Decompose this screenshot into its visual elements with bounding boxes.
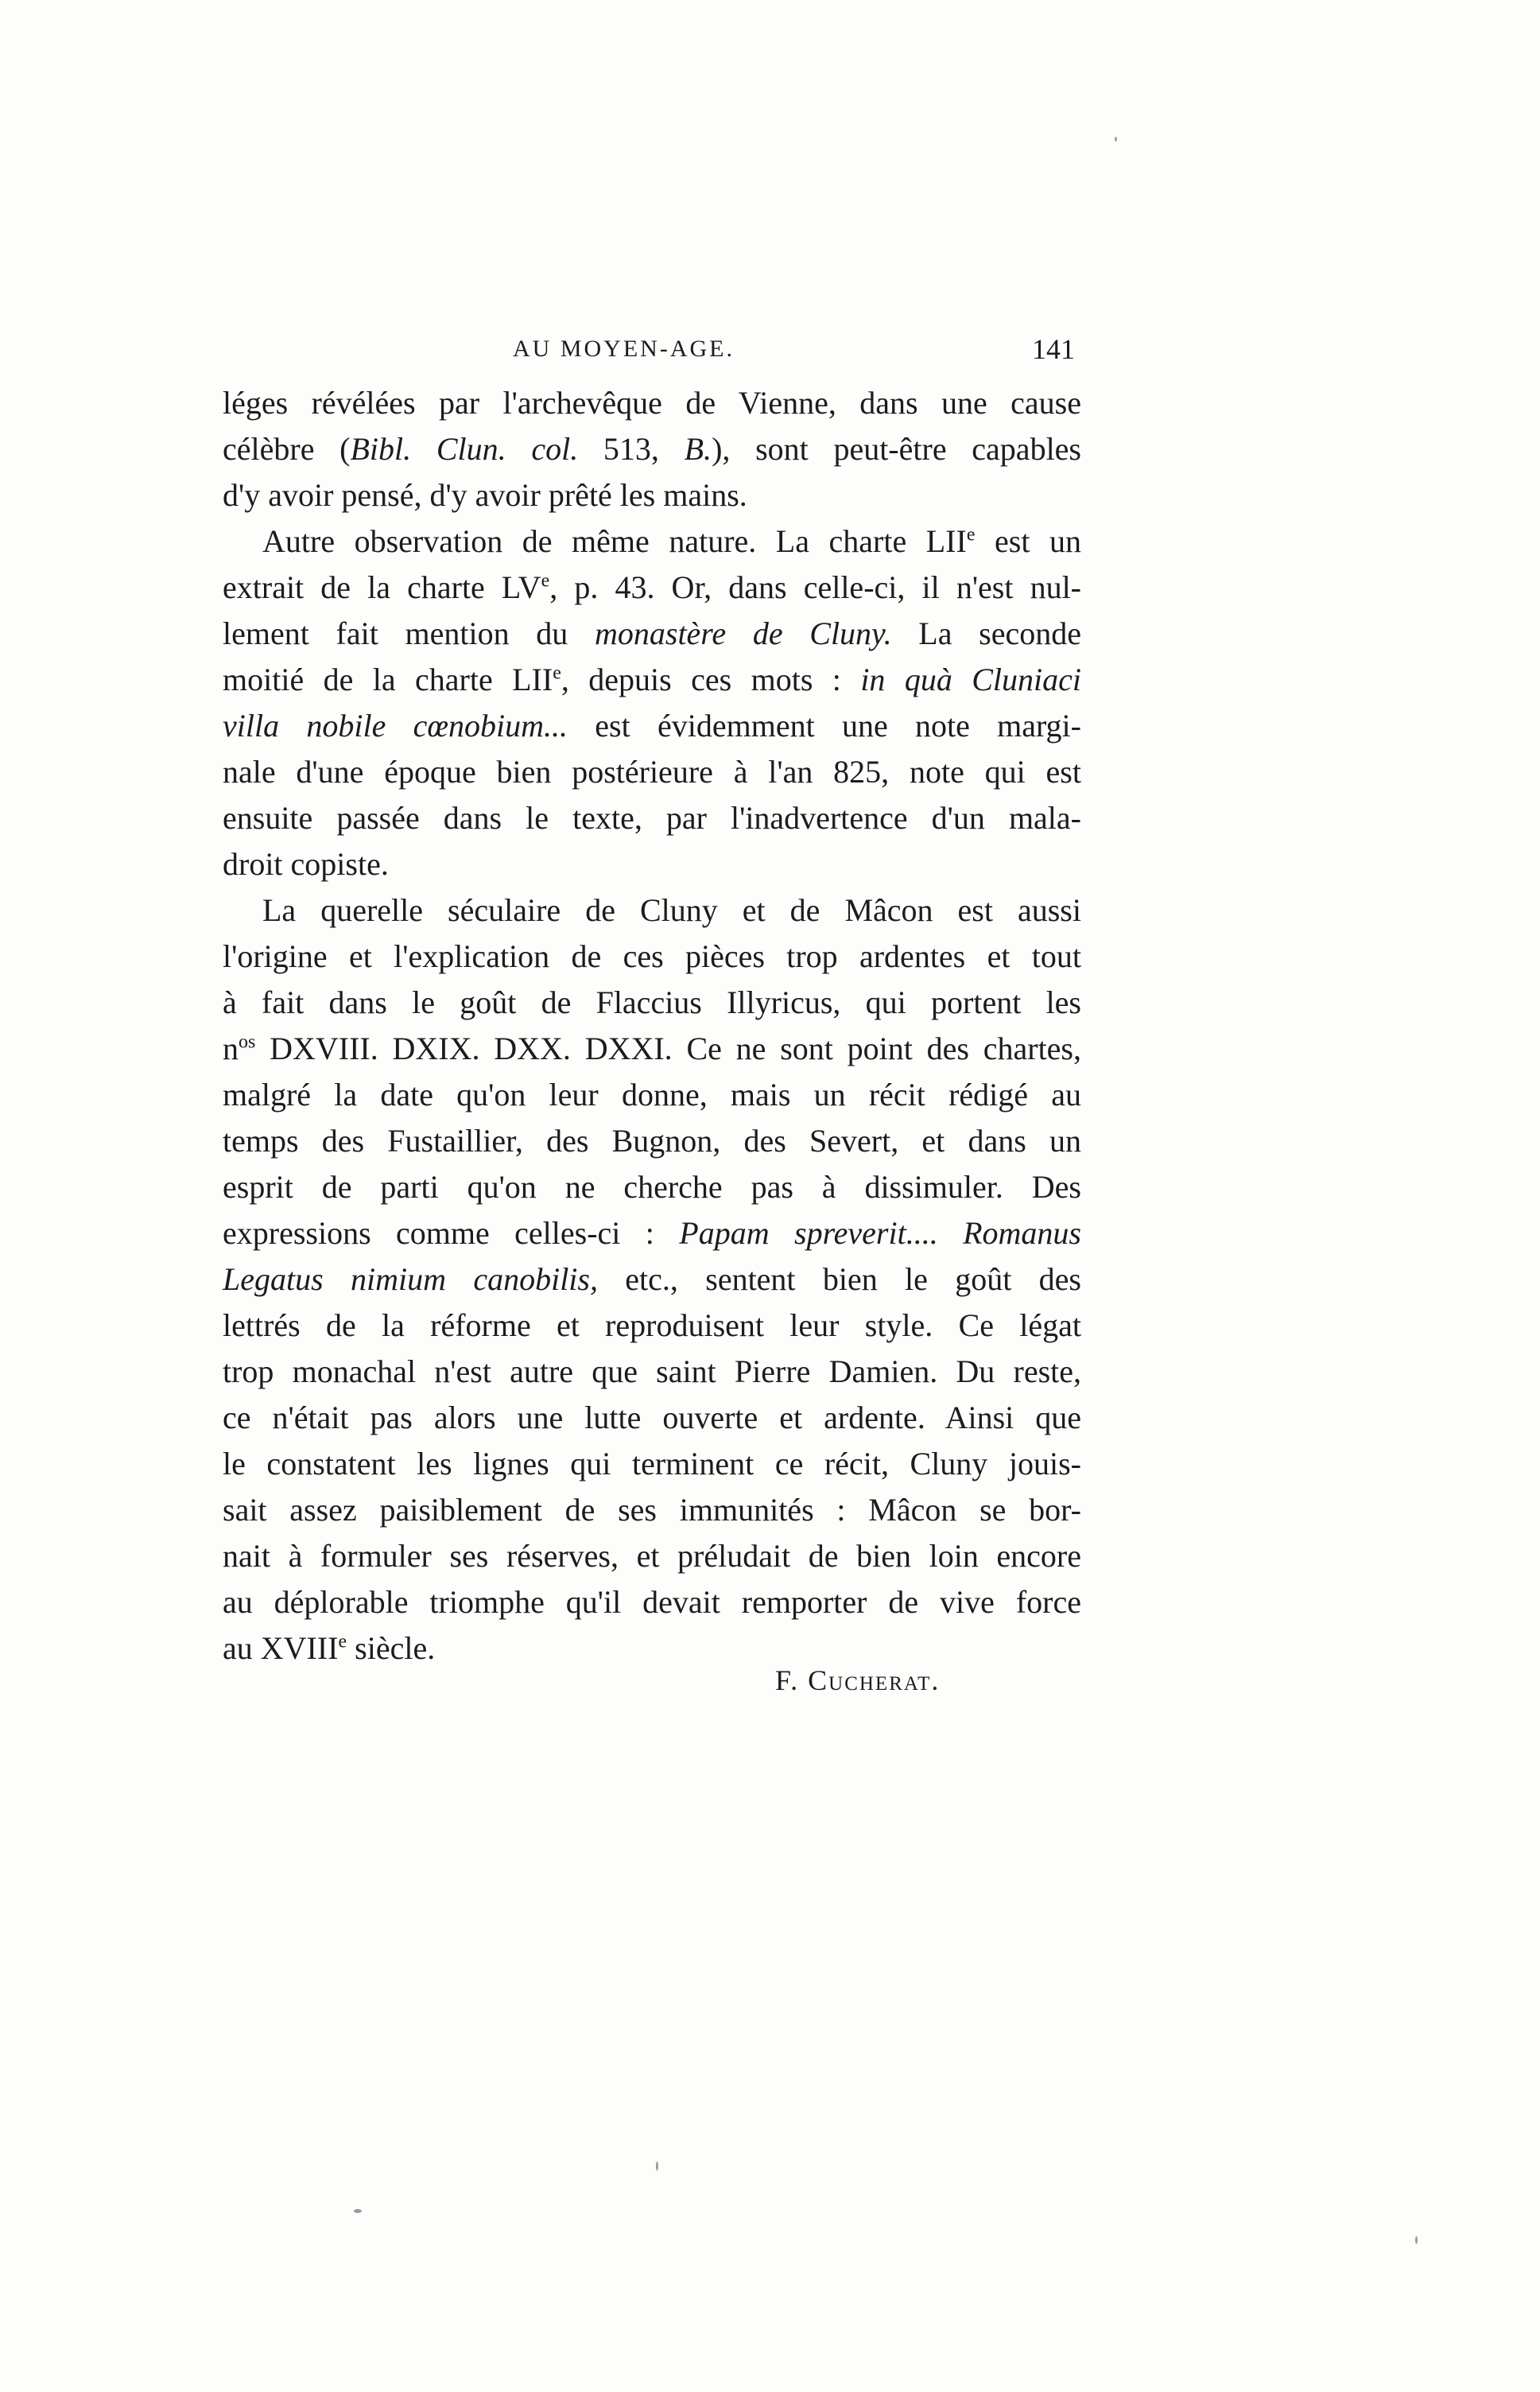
text-line: malgré la date qu'on leur donne, mais un récit rédigé au <box>223 1077 1081 1113</box>
author-signature: F. Cucherat. <box>775 1664 941 1696</box>
text-line: nale d'une époque bien postérieure à l'an 825, note qui est <box>223 754 1081 790</box>
scan-speck <box>1115 137 1117 142</box>
text-line: temps des Fustaillier, des Bugnon, des Severt, et dans un <box>223 1123 1081 1159</box>
running-title: AU MOYEN-AGE. <box>513 336 735 362</box>
scan-speck <box>354 2209 362 2213</box>
page-number: 141 <box>1032 333 1075 365</box>
text-line: nait à formuler ses réserves, et préludait de bien loin encore <box>223 1538 1081 1574</box>
text-line: extrait de la charte LVe, p. 43. Or, dans celle-ci, il n'est nul- <box>223 569 1082 605</box>
body-text <box>223 380 1081 1672</box>
text-line: Autre observation de même nature. La charte LIIe est un <box>262 523 1081 559</box>
text-line: $n^{os}$ DXVIII. DXIX. DXX. DXXI. Ce ne sont point des chartes, <box>223 1031 1081 1066</box>
scan-speck <box>1415 2236 1418 2244</box>
text-line: léges révélées par l'archevêque de Vienne, dans une cause <box>223 385 1081 421</box>
text-line: lement fait mention du monastère de Cluny. La seconde <box>223 615 1081 651</box>
text-line: moitié de la charte LIIe, depuis ces mots : in quà Cluniaci <box>223 662 1082 697</box>
text-line: La querelle séculaire de Cluny et de Mâcon est aussi <box>262 892 1081 928</box>
text-line: à fait dans le goût de Flaccius Illyricus, qui portent les <box>223 984 1081 1020</box>
text-line: au XVIIIe siècle. <box>223 1630 436 1666</box>
text-line: au déplorable triomphe qu'il devait remporter de vive force <box>223 1584 1081 1620</box>
scan-speck <box>656 2161 658 2171</box>
text-line: villa nobile cœnobium... est évidemment une note margi- <box>223 708 1081 744</box>
text-line: le constatent les lignes qui terminent ce récit, Cluny jouis- <box>223 1446 1081 1481</box>
text-line: ensuite passée dans le texte, par l'inadvertence d'un mala- <box>223 800 1081 836</box>
text-line: droit copiste. <box>223 846 389 882</box>
text-line: expressions comme celles-ci : Papam spreverit.... Romanus <box>223 1215 1081 1251</box>
text-line: ce n'était pas alors une lutte ouverte et ardente. Ainsi que <box>223 1400 1081 1435</box>
text-line: esprit de parti qu'on ne cherche pas à dissimuler. Des <box>223 1169 1081 1205</box>
text-line: sait assez paisiblement de ses immunités : Mâcon se bor- <box>223 1492 1081 1528</box>
text-line: célèbre (Bibl. Clun. col. 513, B.), sont peut-être capables <box>223 431 1081 467</box>
text-line: d'y avoir pensé, d'y avoir prêté les mains. <box>223 477 747 513</box>
text-line: l'origine et l'explication de ces pièces trop ardentes et tout <box>223 938 1081 974</box>
text-line: lettrés de la réforme et reproduisent leur style. Ce légat <box>223 1307 1081 1343</box>
text-line: Legatus nimium canobilis, etc., sentent bien le goût des <box>223 1261 1081 1297</box>
text-line: trop monachal n'est autre que saint Pierre Damien. Du reste, <box>223 1353 1081 1389</box>
page-header <box>223 332 1081 372</box>
